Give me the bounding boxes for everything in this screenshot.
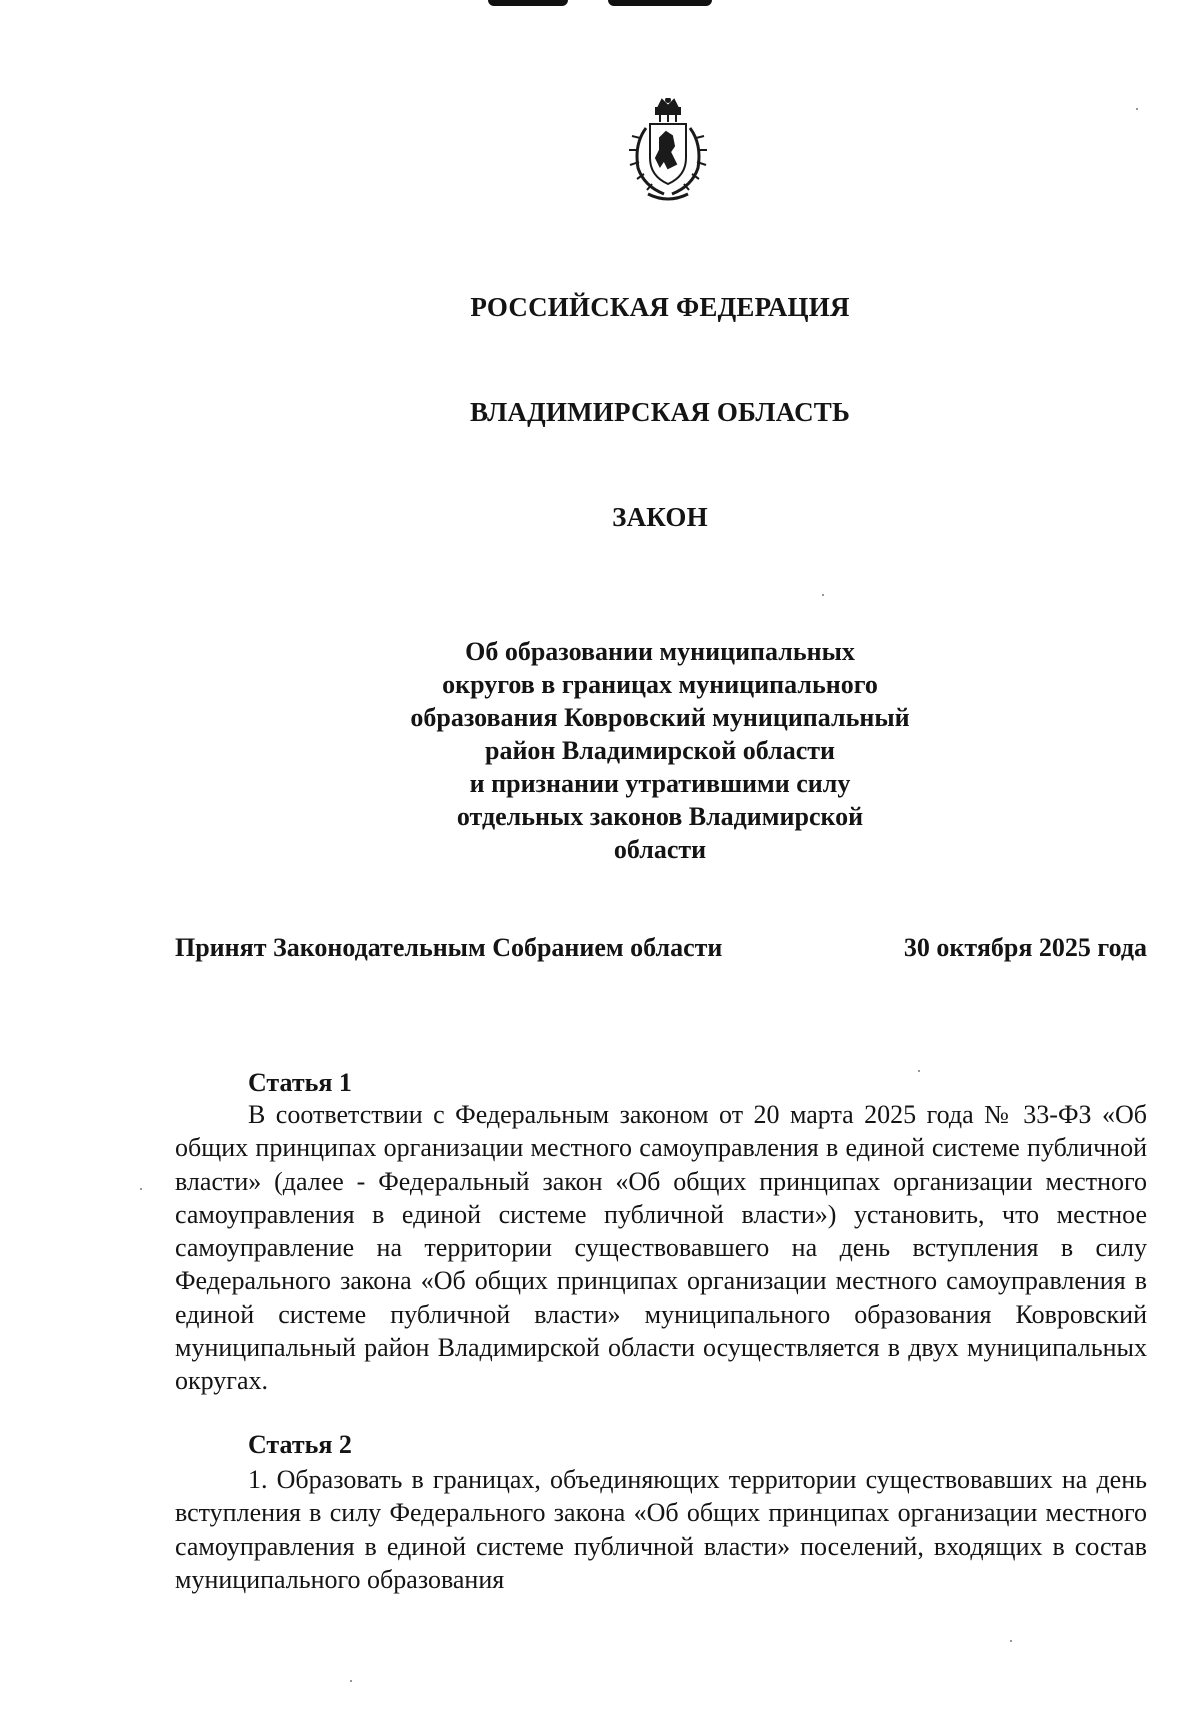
law-title-line: округов в границах муниципального: [442, 670, 878, 699]
scan-artifact: [488, 0, 712, 6]
law-title-line: области: [613, 835, 707, 864]
article-1-text: В соответствии с Федеральным законом от 20 марта 2025 года № 33-ФЗ «Об общих принципах организации местного самоуправления в единой системе публичной власти» (далее - Федеральный закон «Об общих принципах организации местного самоуправления в единой системе публичной власти») установить, что местное самоуправление на территории существовавшего на день вступления в силу Федерального закона «Об общих принципах организации местного самоуправления в единой системе публичной власти» муниципального образования Ковровский муниципальный район Владимирской области осуществляется в двух муниципальных округах.: [175, 1100, 1147, 1396]
law-title-line: образования Ковровский муниципальный: [410, 703, 910, 732]
region-heading: ВЛАДИМИРСКАЯ ОБЛАСТЬ: [469, 397, 851, 427]
law-title-line: район Владимирской области: [484, 736, 836, 765]
scan-speck: [350, 1680, 352, 1682]
scan-speck: [822, 594, 824, 596]
coat-of-arms-icon: [620, 98, 716, 206]
adoption-date: 30 октября 2025 года: [903, 933, 1147, 962]
adoption-label: Принят Законодательным Собранием области: [175, 933, 723, 962]
country-heading: РОССИЙСКАЯ ФЕДЕРАЦИЯ: [470, 292, 850, 322]
scan-speck: [140, 1188, 142, 1190]
scan-speck: [1010, 1640, 1012, 1642]
law-title-line: Об образовании муниципальных: [465, 637, 855, 666]
scan-speck: [1136, 108, 1138, 110]
article-1-title: Статья 1: [248, 1068, 352, 1097]
law-title-line: отдельных законов Владимирской: [456, 802, 864, 831]
article-2-text: 1. Образовать в границах, объединяющих территории существовавших на день вступления в силу Федерального закона «Об общих принципах организации местного самоуправления в единой системе публичной власти» поселений, входящих в состав муниципального образования: [175, 1465, 1147, 1594]
law-title-line: и признании утратившими силу: [469, 769, 851, 798]
article-2-title: Статья 2: [248, 1430, 352, 1459]
document-type-heading: ЗАКОН: [612, 502, 708, 532]
scan-speck: [918, 1070, 920, 1072]
adoption-line: [175, 933, 1147, 963]
law-title: [380, 635, 940, 866]
